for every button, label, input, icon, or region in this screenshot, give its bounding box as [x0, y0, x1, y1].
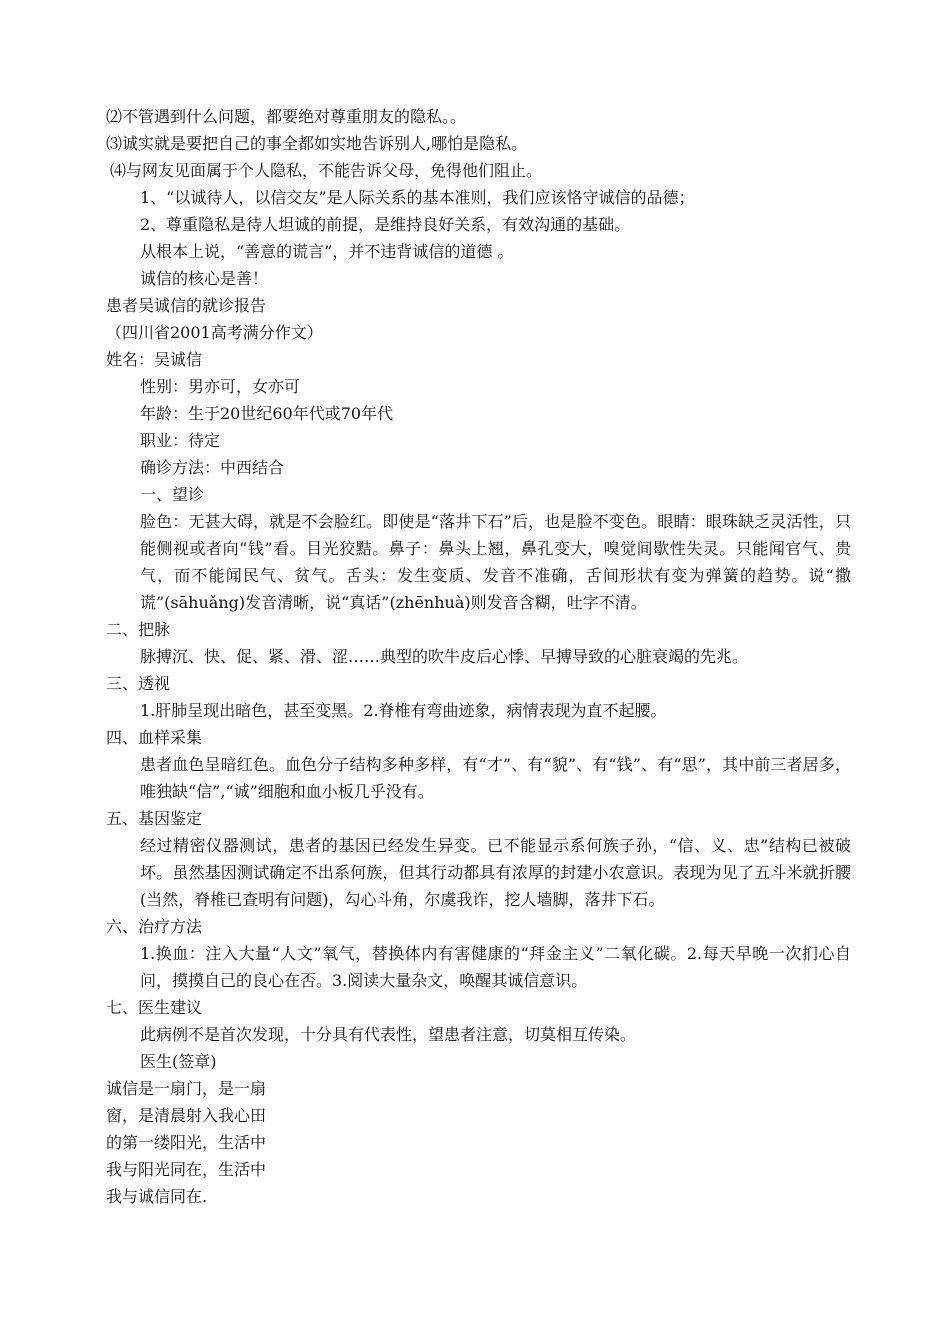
section-title: 七、医生建议 [106, 998, 203, 1017]
section-title: 三、透视 [106, 674, 171, 693]
report-subtitle: （四川省2001高考满分作文） [106, 323, 323, 342]
section-body: 1.肝肺呈现出暗色，甚至变黑。2.脊椎有弯曲迹象，病情表现为直不起腰。 [140, 701, 667, 720]
section-body: 患者血色呈暗红色。血色分子结构多种多样，有“才”、有“貌”、有“钱”、有“思”，其中前三者居多，唯独缺“信”,“诚”细胞和血小板几乎没有。 [140, 755, 851, 801]
section-body: 脉搏沉、快、促、紧、滑、涩……典型的吹牛皮后心悸、早搏导致的心脏衰竭的先兆。 [140, 647, 749, 666]
point-line: 2、尊重隐私是待人坦诚的前提，是维持良好关系，有效沟通的基础。 [140, 215, 631, 234]
intro-line: ⑶诚实就是要把自己的事全都如实地告诉别人,哪怕是隐私。 [106, 134, 528, 153]
patient-name: 姓名：吴诚信 [106, 350, 203, 369]
section-body: 经过精密仪器测试，患者的基因已经发生异变。已不能显示系何族子孙，“信、义、忠”结构已被破坏。虽然基因测试确定不出系何族，但其行动都具有浓厚的封建小农意识。表现为见了五斗米就折腰(当然，脊椎已查明有问题)，勾心斗角，尔虞我诈，挖人墙脚，落井下石。 [140, 836, 851, 909]
point-line: 1、“以诚待人，以信交友”是人际关系的基本准则，我们应该恪守诚信的品德； [140, 188, 695, 207]
doctor-signature: 医生(签章) [140, 1052, 217, 1071]
poem-line: 的第一缕阳光，生活中 [106, 1133, 267, 1152]
point-line: 诚信的核心是善！ [140, 269, 269, 288]
poem-line: 诚信是一扇门，是一扇 [106, 1079, 267, 1098]
section-title: 六、治疗方法 [106, 917, 203, 936]
section-title: 四、血样采集 [106, 728, 203, 747]
poem-line: 我与诚信同在. [106, 1187, 208, 1206]
patient-job: 职业：待定 [140, 431, 221, 450]
closing-poem [106, 1075, 851, 1210]
section-body: 脸色：无甚大碍，就是不会脸红。即使是“落井下石”后，也是脸不变色。眼睛：眼珠缺乏灵活性，只能侧视或者向“钱”看。目光狡黠。鼻子：鼻头上翘，鼻孔变大，嗅觉间歇性失灵。只能闻官气、贵气，而不能闻民气、贫气。舌头：发生变质、发音不准确，舌间形状有变为弹簧的趋势。说“撒谎”(sāhuǎng)发音清晰，说“真话”(zhēnhuà)则发音含糊，吐字不清。 [140, 512, 851, 612]
diagnosis-method: 确诊方法：中西结合 [140, 458, 285, 477]
section-body: 1.换血：注入大量“人文”氧气，替换体内有害健康的“拜金主义”二氧化碳。2.每天早晚一次扪心自问，摸摸自己的良心在否。3.阅读大量杂文，唤醒其诚信意识。 [140, 944, 851, 990]
report-title: 患者吴诚信的就诊报告 [106, 296, 267, 315]
section-body: 此病例不是首次发现，十分具有代表性，望患者注意，切莫相互传染。 [140, 1025, 637, 1044]
document-page [106, 103, 851, 1210]
poem-line: 窗，是清晨射入我心田 [106, 1106, 267, 1125]
patient-age: 年龄：生于20世纪60年代或70年代 [140, 404, 394, 423]
intro-line: ⑵不管遇到什么问题，都要绝对尊重朋友的隐私。。 [106, 107, 467, 126]
section-title: 二、把脉 [106, 620, 171, 639]
section-title: 一、望诊 [140, 485, 205, 504]
poem-line: 我与阳光同在，生活中 [106, 1160, 267, 1179]
point-line: 从根本上说，“善意的谎言”，并不违背诚信的道德 。 [140, 242, 514, 261]
section-title: 五、基因鉴定 [106, 809, 203, 828]
patient-gender: 性别：男亦可，女亦可 [140, 377, 301, 396]
intro-line: ⑷与网友见面属于个人隐私，不能告诉父母，免得他们阻止。 [110, 161, 543, 180]
